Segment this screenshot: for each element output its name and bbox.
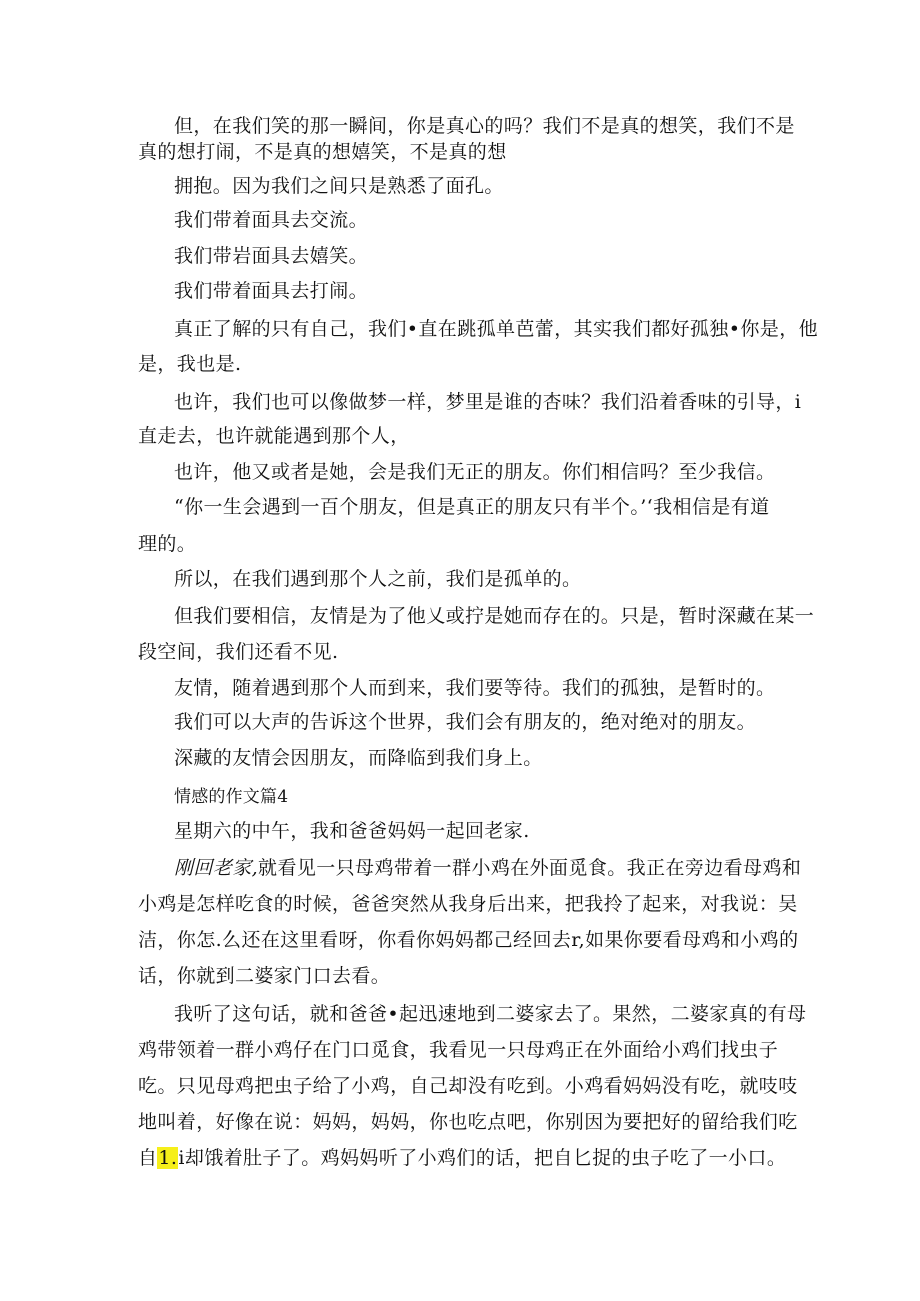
paragraph-line: 我们带着面具去打闹。 [174,280,369,302]
paragraph-line: 话，你就到二婆家门口去看。 [138,965,391,987]
paragraph-line: 地叫着，好像在说：妈妈，妈妈，你也吃点吧，你别因为要把好的留给我们吃 [138,1111,798,1133]
paragraph-line: 真正了解的只有自己，我们•直在跳孤单芭蕾，其实我们都好孤独•你是，他 [174,318,819,340]
paragraph-line: 直走去，也许就能遇到那个人， [138,425,410,447]
paragraph-line: 真的想打闹，不是真的想嬉笑，不是真的想 [138,141,507,163]
paragraph-line: 段空间，我们还看不见. [138,641,339,663]
paragraph-line: 理的。 [138,533,197,555]
paragraph-text: 自 [138,1147,158,1169]
paragraph-line: 我们带岩面具去嬉笑。 [174,245,369,267]
paragraph-line: 深藏的友情会因朋友，而降临到我们身上。 [174,747,543,769]
paragraph-line: 我们带着面具去交流。 [174,209,369,231]
paragraph-line: 星期六的中午，我和爸爸妈妈一起回老家. [174,820,530,842]
italic-phrase: 刚回老家, [174,857,259,879]
paragraph-line: 鸡带领着一群小鸡仔在门口觅食，我看见一只母鸡正在外面给小鸡们找虫子 [138,1039,779,1061]
paragraph-line: 但，在我们笑的那一瞬间，你是真心的吗？我们不是真的想笑，我们不是 [174,115,795,137]
paragraph-line: 也许，我们也可以像做梦一样，梦里是谁的杏味？我们沿着香味的引导，i [174,391,802,413]
paragraph-text: i却饿着肚子了。鸡妈妈听了小鸡们的话，把自匕捉的虫子吃了一小口。 [178,1147,787,1169]
paragraph-line: 所以，在我们遇到那个人之前，我们是孤单的。 [174,568,582,590]
section-heading: 情感的作文篇4 [174,787,289,807]
paragraph-line: 洁，你怎.么还在这里看呀，你看你妈妈都己经回去r,如果你要看母鸡和小鸡的 [138,929,799,951]
paragraph-line: 拥抱。因为我们之间只是熟悉了面孔。 [174,175,504,197]
paragraph-line: “你一生会遇到一百个朋友，但是真正的朋友只有半个。’‘我相信是有道 [174,496,770,518]
paragraph-line [174,856,801,880]
paragraph-line: 但我们要相信，友情是为了他乂或拧是她而存在的。只是，暂时深藏在某一 [174,605,815,627]
paragraph-text: 就看见一只母鸡带着一群小鸡在外面觅食。我正在旁边看母鸡和 [258,857,802,879]
paragraph-line: 我听了这句话，就和爸爸•起迅速地到二婆家去了。果然，二婆家真的有母 [174,1003,807,1025]
paragraph-line: 小鸡是怎样吃食的时候，爸爸突然从我身后出来，把我拎了起来，对我说：吴 [138,893,798,915]
highlighted-text: 1. [158,1147,178,1169]
paragraph-line: 是，我也是. [138,353,242,375]
paragraph-line: 我们可以大声的告诉这个世界，我们会有朋友的，绝对绝对的朋友。 [174,711,757,733]
paragraph-line [138,1146,786,1170]
paragraph-line: 也许，他又或者是她，会是我们无正的朋友。你们相信吗？至少我信。 [174,461,776,483]
paragraph-line: 友情，随着遇到那个人而到来，我们要等待。我们的孤独，是暂时的。 [174,677,776,699]
paragraph-line: 吃。只见母鸡把虫子给了小鸡，自己却没有吃到。小鸡看妈妈没有吃，就吱吱 [138,1075,798,1097]
